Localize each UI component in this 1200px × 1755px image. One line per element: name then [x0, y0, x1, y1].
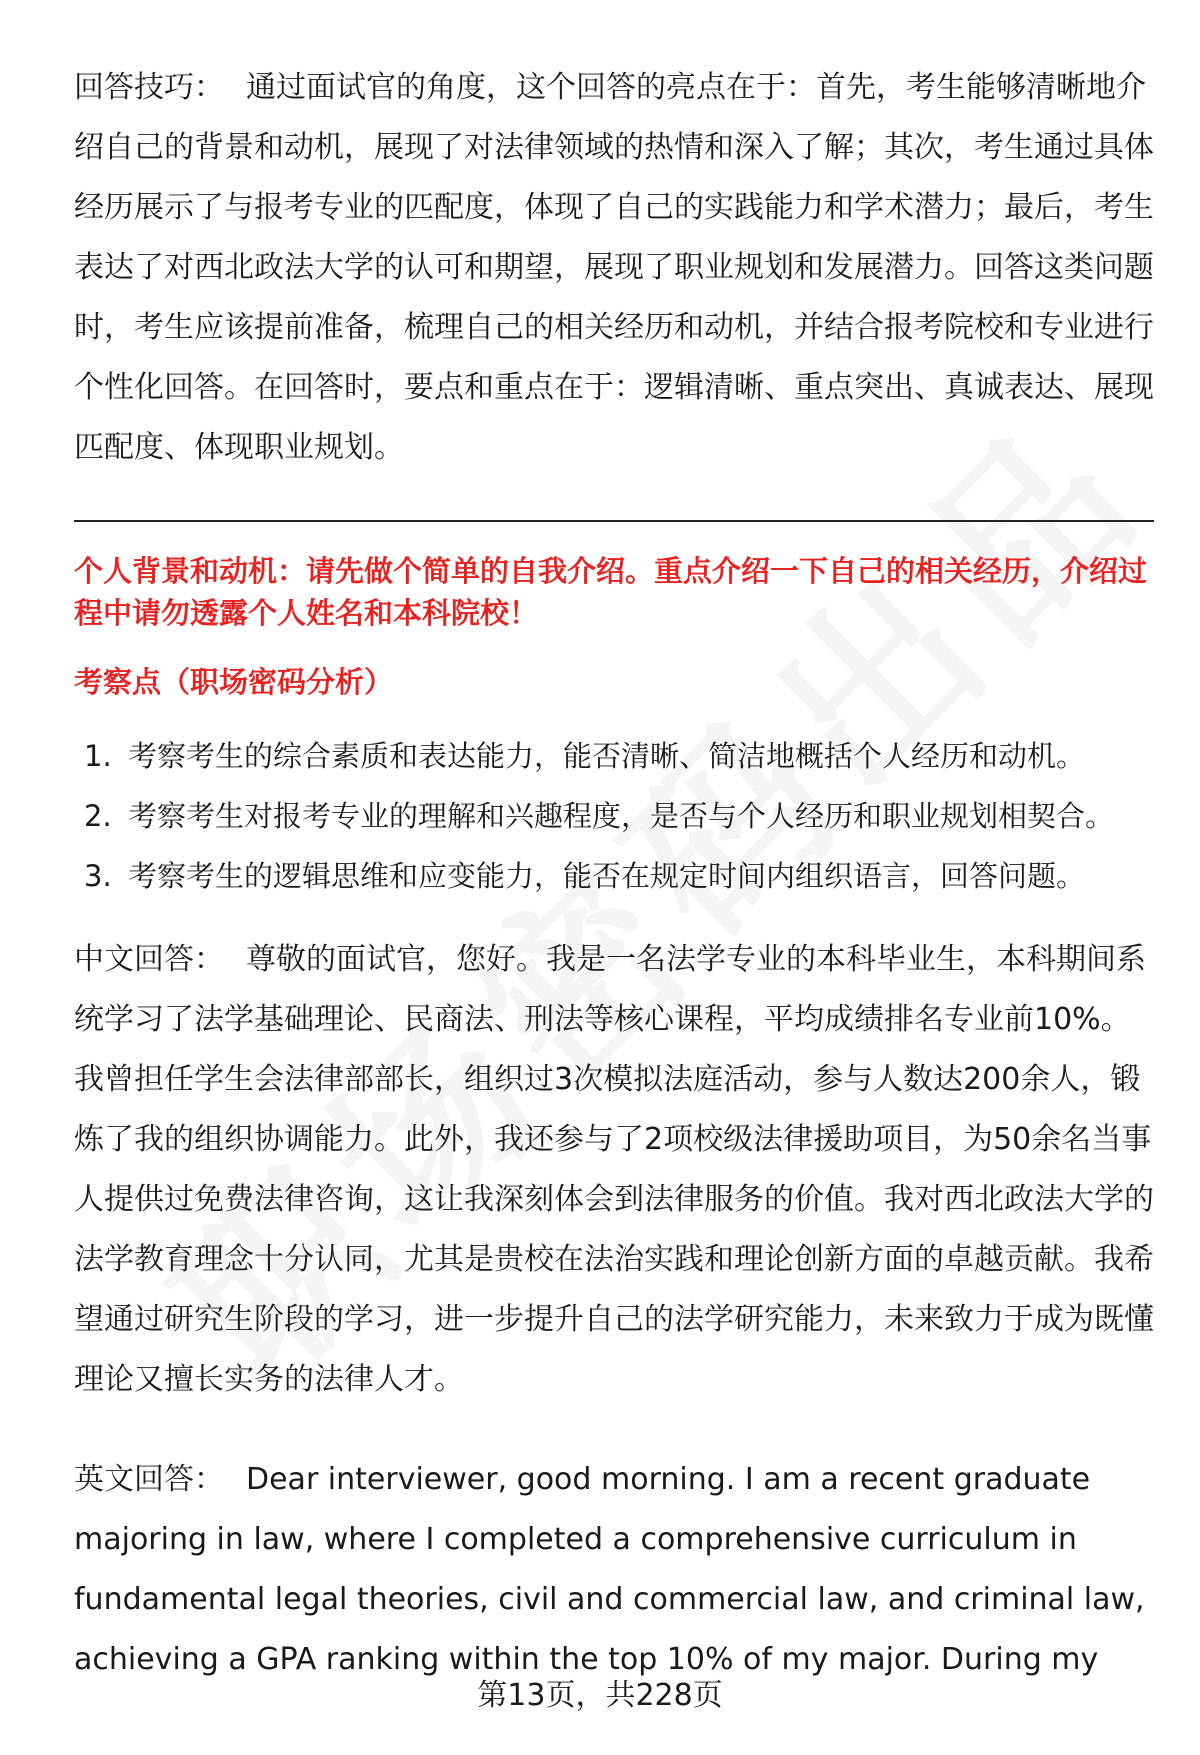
section-divider [74, 520, 1154, 522]
chinese-answer-paragraph [74, 930, 1154, 1410]
page-number: 第13页，共228页 [477, 1678, 723, 1713]
assessment-list [84, 726, 1154, 906]
document-page [74, 58, 1154, 1690]
chinese-answer-label: 中文回答： [74, 942, 224, 977]
tips-paragraph [74, 58, 1154, 478]
english-answer-label: 英文回答： [74, 1462, 224, 1497]
list-item [84, 726, 1154, 786]
list-number: 1. [84, 739, 112, 773]
list-text: 考察考生的综合素质和表达能力，能否清晰、简洁地概括个人经历和动机。 [128, 739, 1086, 773]
english-answer-text: Dear interviewer, good morning. I am a recent graduate majoring in law, where I completed a comprehensive curriculum in fundamental legal theories, civil and commercial law, and criminal law, achieving a GPA ranking within the top 10% of my major. During my [74, 1462, 1145, 1677]
assessment-heading: 考察点（职场密码分析） [74, 665, 394, 699]
list-number: 2. [84, 799, 112, 833]
tips-text: 通过面试官的角度，这个回答的亮点在于：首先，考生能够清晰地介绍自己的背景和动机，展现了对法律领域的热情和深入了解；其次，考生通过具体经历展示了与报考专业的匹配度，体现了自己的实践能力和学术潜力；最后，考生表达了对西北政法大学的认可和期望，展现了职业规划和发展潜力。回答这类问题时，考生应该提前准备，梳理自己的相关经历和动机，并结合报考院校和专业进行个性化回答。在回答时，要点和重点在于：逻辑清晰、重点突出、真诚表达、展现匹配度、体现职业规划。 [74, 70, 1154, 465]
english-answer-paragraph [74, 1450, 1154, 1690]
chinese-answer-text: 尊敬的面试官，您好。我是一名法学专业的本科毕业生，本科期间系统学习了法学基础理论、民商法、刑法等核心课程，平均成绩排名专业前10%。我曾担任学生会法律部部长，组织过3次模拟法庭活动，参与人数达200余人，锻炼了我的组织协调能力。此外，我还参与了2项校级法律援助项目，为50余名当事人提供过免费法律咨询，这让我深刻体会到法律服务的价值。我对西北政法大学的法学教育理念十分认同，尤其是贵校在法治实践和理论创新方面的卓越贡献。我希望通过研究生阶段的学习，进一步提升自己的法学研究能力，未来致力于成为既懂理论又擅长实务的法律人才。 [74, 942, 1154, 1397]
list-item [84, 846, 1154, 906]
list-number: 3. [84, 859, 112, 893]
list-item [84, 786, 1154, 846]
list-text: 考察考生对报考专业的理解和兴趣程度，是否与个人经历和职业规划相契合。 [128, 799, 1115, 833]
tips-label: 回答技巧： [74, 70, 224, 105]
question-title: 个人背景和动机：请先做个简单的自我介绍。重点介绍一下自己的相关经历，介绍过程中请勿透露个人姓名和本科院校！ [74, 554, 1148, 630]
list-text: 考察考生的逻辑思维和应变能力，能否在规定时间内组织语言，回答问题。 [128, 859, 1086, 893]
